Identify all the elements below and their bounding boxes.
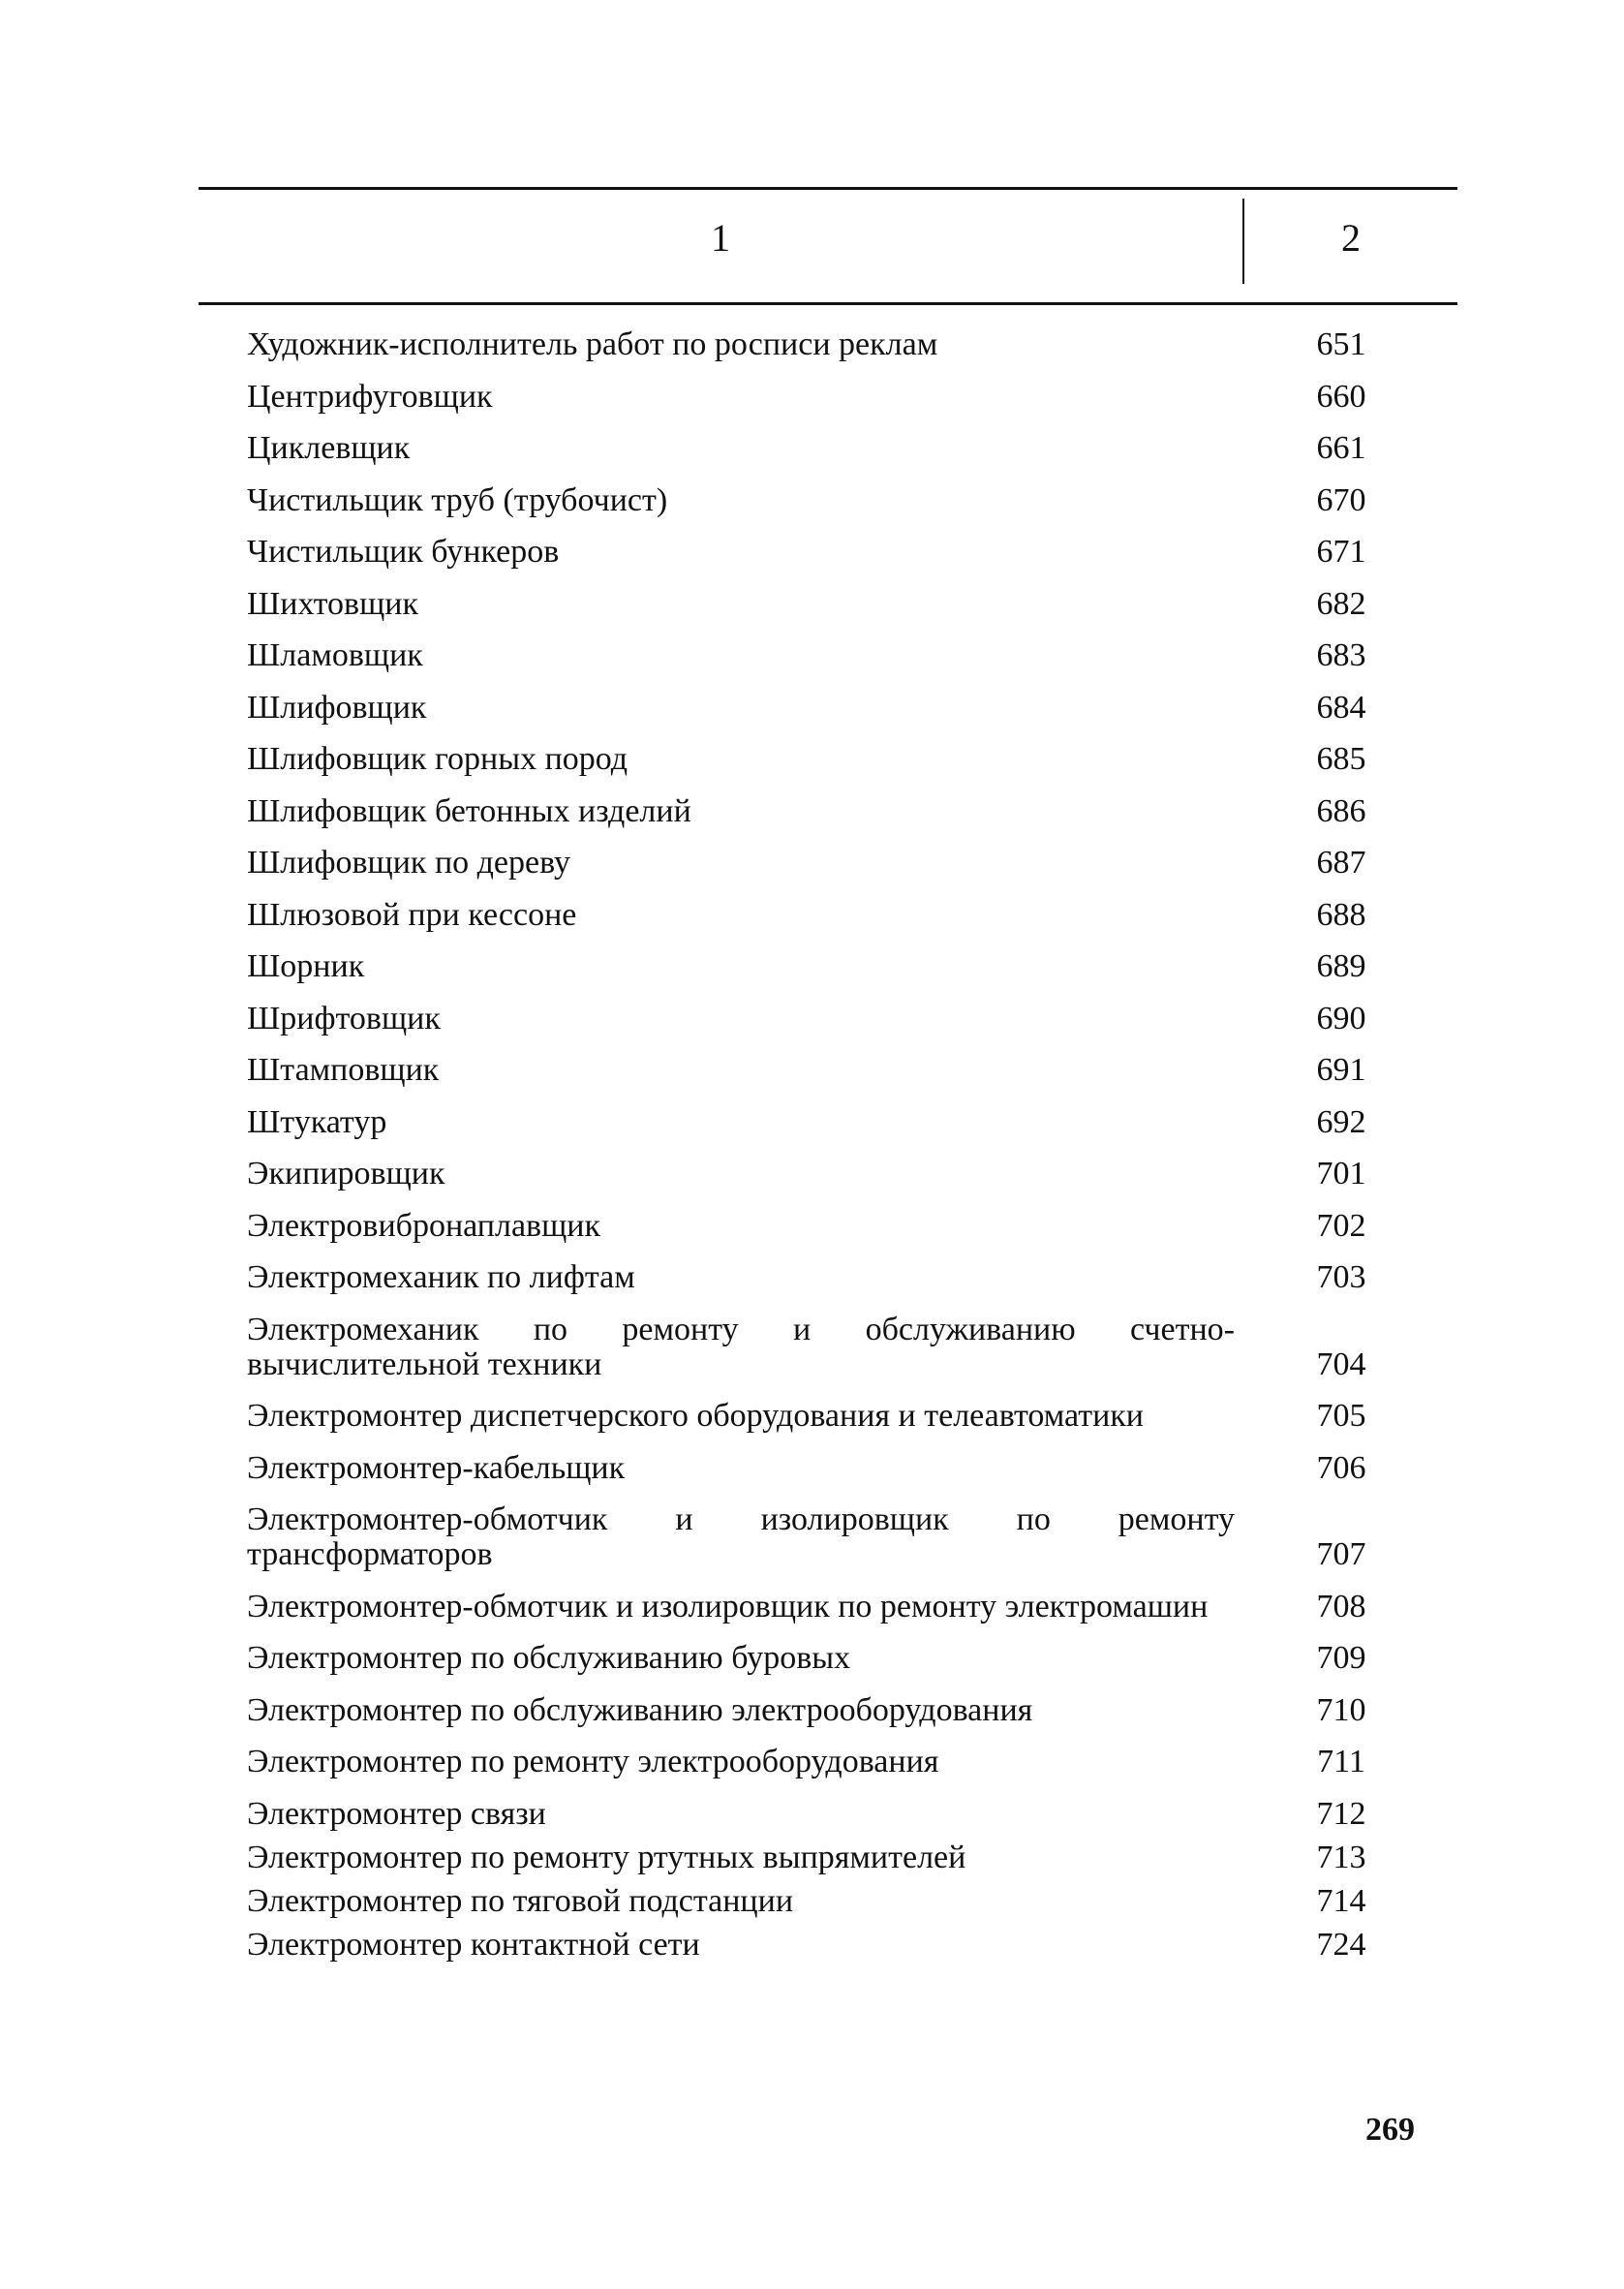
occupation-number: 689	[1316, 948, 1366, 984]
occupation-number: 714	[1316, 1882, 1366, 1919]
table-row	[247, 691, 1390, 726]
table-row	[247, 1641, 1390, 1676]
occupation-number: 671	[1316, 534, 1366, 570]
occupation-number: 713	[1316, 1839, 1366, 1875]
table-row	[247, 1451, 1390, 1486]
occupation-name: Электромонтер диспетчерского оборудования и телеавтоматики	[247, 1398, 1144, 1434]
occupation-name: Шорник	[247, 948, 365, 984]
occupation-name: Электромонтер контактной сети	[247, 1926, 700, 1963]
occupation-name: Шламовщик	[247, 637, 423, 673]
occupation-name: Экипировщик	[247, 1156, 445, 1191]
occupation-name: Шлюзовой при кессоне	[247, 896, 577, 933]
table-row	[247, 1157, 1390, 1191]
table-row	[247, 1840, 1390, 1875]
table-row	[247, 638, 1390, 673]
occupation-name: Шлифовщик бетонных изделий	[247, 792, 691, 829]
table-top-rule	[199, 187, 1457, 190]
occupation-number: 682	[1316, 585, 1366, 622]
table-row	[247, 846, 1390, 881]
table-row	[247, 1745, 1390, 1779]
occupation-name: Шрифтовщик	[247, 1000, 441, 1036]
column-header-1: 1	[711, 216, 730, 260]
table-row	[247, 742, 1390, 777]
table-row	[247, 1209, 1390, 1244]
occupation-number: 692	[1316, 1103, 1366, 1140]
table-row	[247, 898, 1390, 933]
occupation-name: Штукатур	[247, 1103, 387, 1140]
occupation-number: 685	[1316, 741, 1366, 777]
occupation-name: Чистильщик труб (трубочист)	[247, 481, 668, 518]
occupation-name: Электромонтер связи	[247, 1795, 546, 1832]
table-row	[247, 535, 1390, 570]
occupation-name: Шлифовщик горных пород	[247, 741, 628, 777]
occupation-number: 705	[1316, 1398, 1366, 1434]
occupation-number: 711	[1317, 1744, 1365, 1779]
occupation-name: Электромеханик по ремонту и обслуживанию счетно-вычислительной техники	[247, 1311, 1235, 1382]
table-row	[247, 380, 1390, 415]
table-row	[247, 1260, 1390, 1295]
occupation-name: Электромонтер по обслуживанию буровых	[247, 1640, 851, 1676]
table-row	[247, 1053, 1390, 1088]
header-bottom-rule	[199, 302, 1457, 305]
table-row	[247, 327, 1390, 362]
table-row	[247, 1313, 1390, 1382]
occupation-name: Электромонтер по обслуживанию электрооборудования	[247, 1691, 1033, 1728]
occupation-name: Художник-исполнитель работ по росписи реклам	[247, 326, 938, 362]
table-row	[247, 1399, 1390, 1434]
occupation-name: Электровибронаплавщик	[247, 1207, 600, 1244]
occupation-name: Шихтовщик	[247, 585, 419, 622]
table-row	[247, 1884, 1390, 1919]
occupation-number: 708	[1316, 1588, 1366, 1624]
page-number: 269	[1365, 2112, 1415, 2148]
occupation-number: 724	[1316, 1926, 1366, 1963]
table-row	[247, 1797, 1390, 1832]
table-row	[247, 587, 1390, 622]
occupation-number: 701	[1316, 1156, 1366, 1191]
table-row	[247, 431, 1390, 466]
occupation-name: Центрифуговщик	[247, 378, 493, 415]
occupation-name: Чистильщик бункеров	[247, 534, 560, 570]
occupation-number: 686	[1316, 792, 1366, 829]
table-row	[247, 1590, 1390, 1624]
occupation-name: Электромонтер-обмотчик и изолировщик по ремонту трансформаторов	[247, 1501, 1235, 1572]
occupation-name: Циклевщик	[247, 430, 411, 466]
column-header-2: 2	[1341, 216, 1361, 260]
occupation-number: 670	[1316, 481, 1366, 518]
occupation-name: Электромонтер-обмотчик и изолировщик по ремонту электромашин	[247, 1588, 1209, 1624]
occupation-number: 660	[1316, 378, 1366, 415]
occupation-number: 661	[1316, 430, 1366, 466]
occupation-name: Электромеханик по лифтам	[247, 1259, 635, 1295]
occupation-name: Электромонтер по ремонту ртутных выпрямителей	[247, 1839, 966, 1875]
table-row	[247, 794, 1390, 829]
occupation-number: 684	[1316, 689, 1366, 726]
occupation-number: 687	[1316, 845, 1366, 881]
occupation-name: Электромонтер-кабельщик	[247, 1449, 626, 1486]
occupation-number: 703	[1316, 1259, 1366, 1295]
table-row	[247, 1693, 1390, 1728]
occupation-number: 704	[1316, 1346, 1366, 1382]
occupation-name: Шлифовщик по дереву	[247, 845, 571, 881]
occupation-list	[247, 327, 1390, 1971]
occupation-name: Штамповщик	[247, 1052, 440, 1088]
table-row	[247, 1928, 1390, 1963]
occupation-number: 688	[1316, 896, 1366, 933]
occupation-number: 710	[1316, 1691, 1366, 1728]
table-row	[247, 1002, 1390, 1036]
occupation-number: 691	[1316, 1052, 1366, 1088]
occupation-name: Электромонтер по ремонту электрооборудования	[247, 1744, 939, 1779]
table-row	[247, 1105, 1390, 1140]
occupation-name: Электромонтер по тяговой подстанции	[247, 1882, 794, 1919]
table-row	[247, 483, 1390, 518]
occupation-number: 709	[1316, 1640, 1366, 1676]
occupation-number: 690	[1316, 1000, 1366, 1036]
table-row	[247, 949, 1390, 984]
table-row	[247, 1502, 1390, 1572]
occupation-number: 702	[1316, 1207, 1366, 1244]
occupation-number: 651	[1316, 326, 1366, 362]
occupation-name: Шлифовщик	[247, 689, 427, 726]
occupation-number: 712	[1316, 1795, 1366, 1832]
occupation-number: 707	[1316, 1536, 1366, 1572]
occupation-number: 683	[1316, 637, 1366, 673]
occupation-number: 706	[1316, 1449, 1366, 1486]
